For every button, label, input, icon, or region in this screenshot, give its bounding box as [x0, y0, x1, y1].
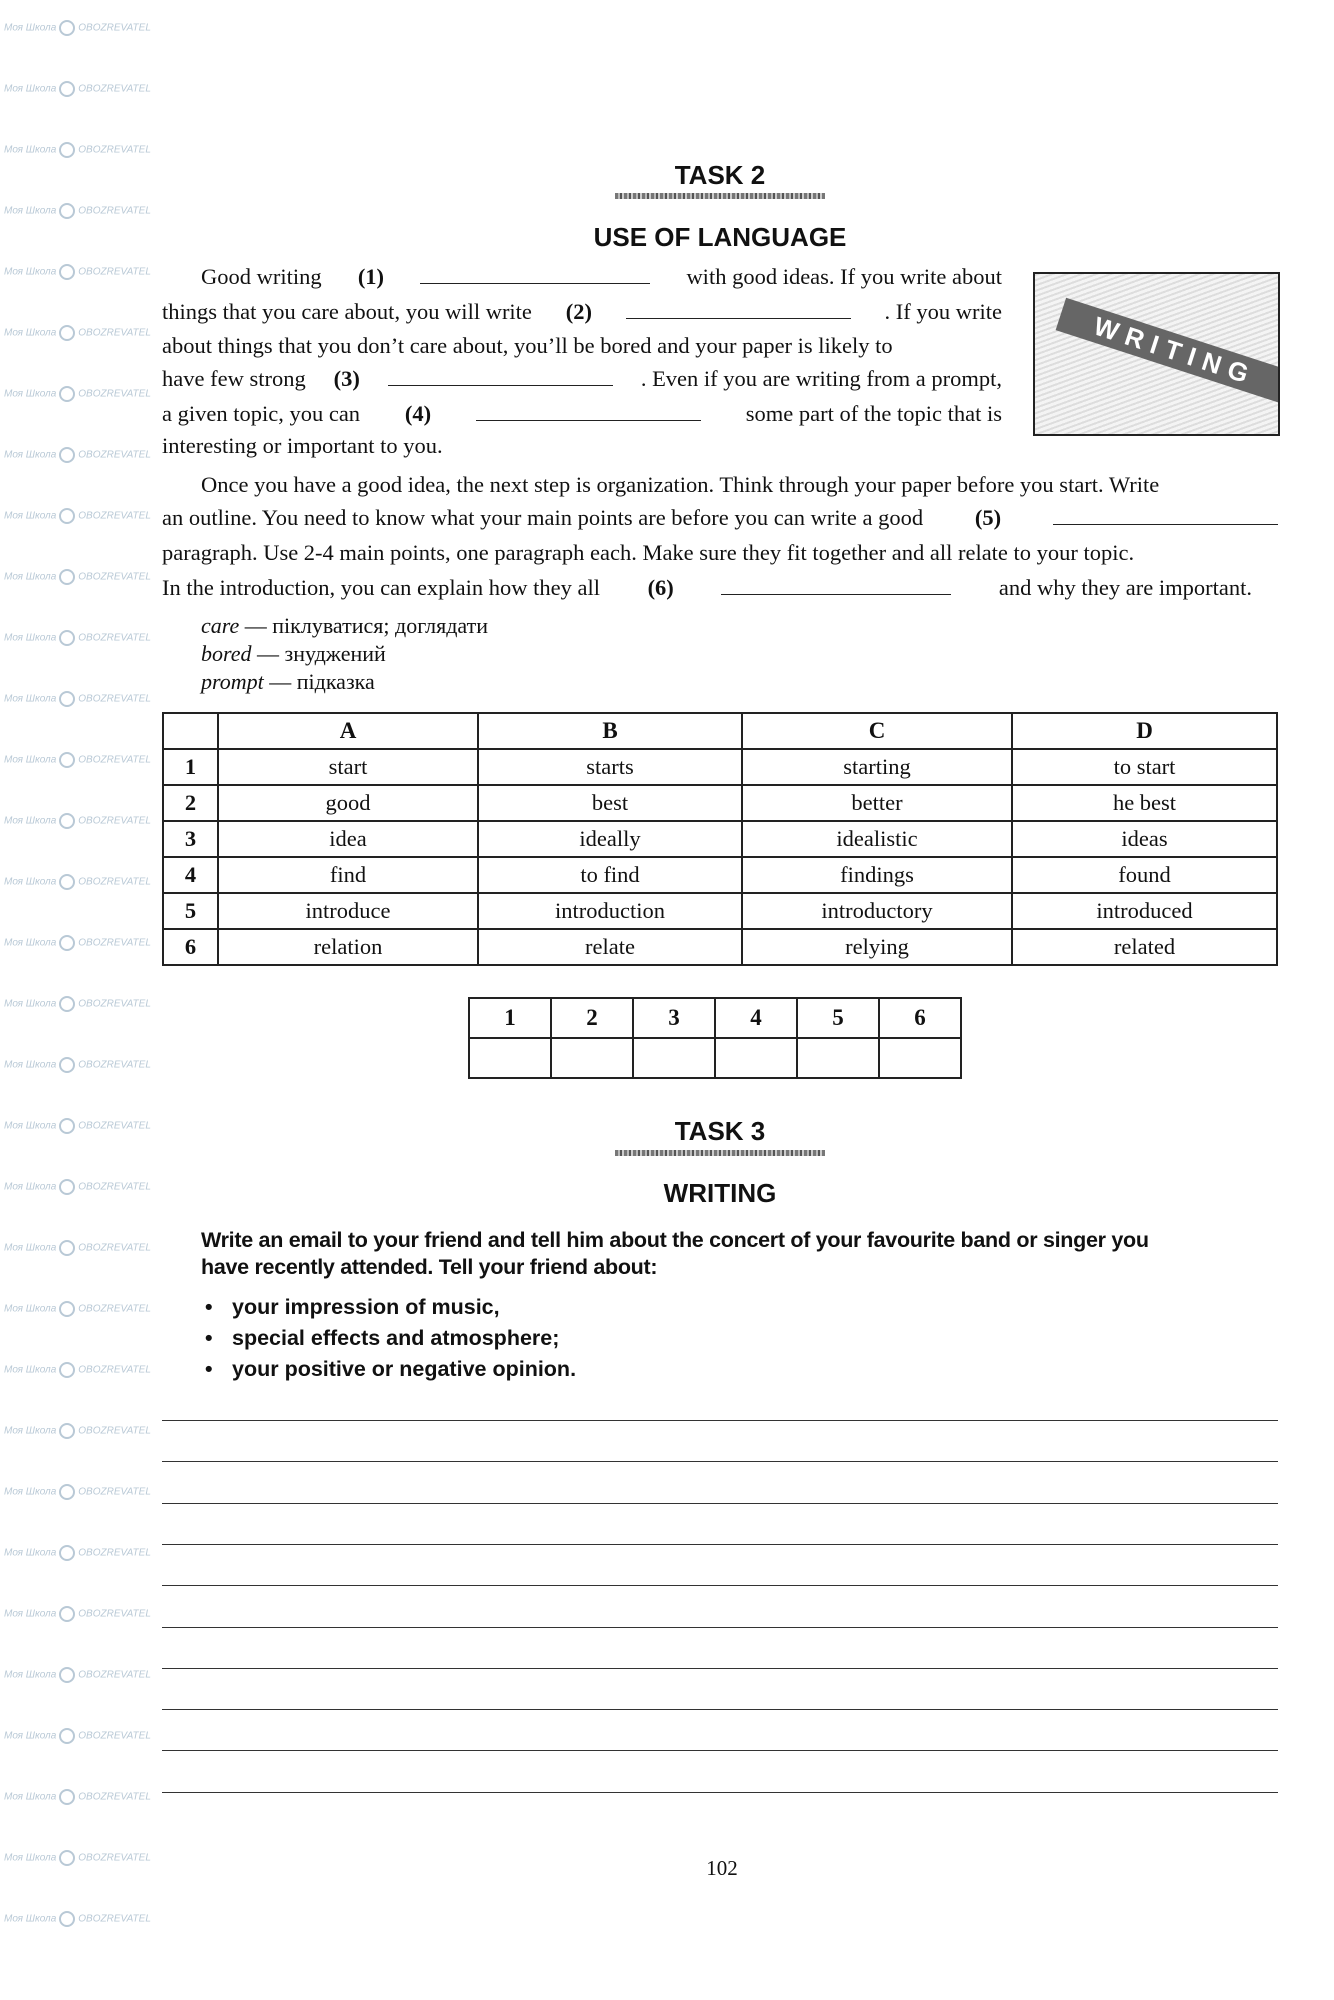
task3-title: TASK 3	[674, 1116, 766, 1146]
text-line: an outline. You need to know what your main points are before you can write a good (5)	[162, 503, 1278, 533]
task2-subtitle: USE OF LANGUAGE	[593, 222, 847, 252]
table-header-row	[163, 713, 1277, 749]
writing-line[interactable]	[162, 1750, 1278, 1751]
watermark: Моя Школа OBOZREVATEL	[4, 1850, 151, 1866]
glossary-item: prompt — підказка	[201, 669, 375, 694]
option-cell: introductory	[742, 893, 1012, 929]
column-header: C	[742, 713, 1012, 749]
writing-line[interactable]	[162, 1544, 1278, 1545]
watermark: Моя Школа OBOZREVATEL	[4, 203, 151, 219]
watermark: Моя Школа OBOZREVATEL	[4, 935, 151, 951]
answer-input-cell[interactable]	[797, 1038, 879, 1078]
option-cell: idealistic	[742, 821, 1012, 857]
gap-3-blank[interactable]	[388, 365, 613, 386]
row-number: 5	[163, 893, 218, 929]
watermark: Моя Школа OBOZREVATEL	[4, 691, 151, 707]
watermark: Моя Школа OBOZREVATEL	[4, 1179, 151, 1195]
gap-5-blank[interactable]	[1053, 504, 1278, 525]
answer-input-row	[469, 1038, 961, 1078]
option-cell: ideally	[478, 821, 742, 857]
option-cell: introduce	[218, 893, 478, 929]
watermark: Моя Школа OBOZREVATEL	[4, 1484, 151, 1500]
watermark: Моя Школа OBOZREVATEL	[4, 874, 151, 890]
writing-line[interactable]	[162, 1709, 1278, 1710]
text-line: things that you care about, you will write (2) . If you write	[162, 299, 1002, 324]
option-cell: introduction	[478, 893, 742, 929]
gap-4-blank[interactable]	[476, 400, 701, 421]
writing-line[interactable]	[162, 1627, 1278, 1628]
answer-number: 3	[633, 998, 715, 1038]
table-row	[163, 749, 1277, 785]
option-cell: he best	[1012, 785, 1277, 821]
watermark: Моя Школа OBOZREVATEL	[4, 264, 151, 280]
watermark: Моя Школа OBOZREVATEL	[4, 1545, 151, 1561]
option-cell: to find	[478, 857, 742, 893]
page-number: 102	[706, 1856, 738, 1880]
writing-line[interactable]	[162, 1792, 1278, 1793]
option-cell: to start	[1012, 749, 1277, 785]
table-row	[163, 785, 1277, 821]
watermark: Моя Школа OBOZREVATEL	[4, 1728, 151, 1744]
watermark: Моя Школа OBOZREVATEL	[4, 1240, 151, 1256]
answer-input-cell[interactable]	[469, 1038, 551, 1078]
writing-keyboard-image	[1033, 272, 1280, 436]
writing-line[interactable]	[162, 1503, 1278, 1504]
table-row	[163, 821, 1277, 857]
text-line: a given topic, you can (4) some part of the topic that is	[162, 401, 1002, 426]
text-line: Once you have a good idea, the next step is organization. Think through your paper before you start. Write	[201, 472, 1160, 497]
row-number: 1	[163, 749, 218, 785]
option-cell: starts	[478, 749, 742, 785]
gap-6-blank[interactable]	[721, 574, 951, 595]
watermark: Моя Школа OBOZREVATEL	[4, 1423, 151, 1439]
answer-number: 2	[551, 998, 633, 1038]
decorative-divider	[615, 193, 825, 199]
watermark: Моя Школа OBOZREVATEL	[4, 386, 151, 402]
option-cell: related	[1012, 929, 1277, 965]
watermark: Моя Школа OBOZREVATEL	[4, 325, 151, 341]
column-header: D	[1012, 713, 1277, 749]
option-cell: relation	[218, 929, 478, 965]
watermark: Моя Школа OBOZREVATEL	[4, 630, 151, 646]
text-line: paragraph. Use 2-4 main points, one paragraph each. Make sure they fit together and all relate to your topic.	[162, 540, 1135, 565]
option-cell: ideas	[1012, 821, 1277, 857]
text-line: Good writing (1) with good ideas. If you write about	[201, 264, 1002, 289]
option-cell: relying	[742, 929, 1012, 965]
watermark: Моя Школа OBOZREVATEL	[4, 1118, 151, 1134]
option-cell: idea	[218, 821, 478, 857]
watermark: Моя Школа OBOZREVATEL	[4, 1057, 151, 1073]
answer-number: 5	[797, 998, 879, 1038]
row-number: 2	[163, 785, 218, 821]
row-number: 6	[163, 929, 218, 965]
option-cell: starting	[742, 749, 1012, 785]
decorative-divider	[615, 1150, 825, 1156]
row-number: 3	[163, 821, 218, 857]
answer-number: 1	[469, 998, 551, 1038]
table-row	[163, 857, 1277, 893]
option-cell: good	[218, 785, 478, 821]
answer-input-cell[interactable]	[879, 1038, 961, 1078]
watermark: Моя Школа OBOZREVATEL	[4, 813, 151, 829]
gap-2-blank[interactable]	[626, 298, 851, 319]
glossary-item: bored — знуджений	[201, 641, 386, 666]
bullet-item: • your positive or negative opinion.	[205, 1357, 577, 1381]
bullet-item: • your impression of music,	[205, 1295, 500, 1319]
watermark: Моя Школа OBOZREVATEL	[4, 20, 151, 36]
watermark: Моя Школа OBOZREVATEL	[4, 996, 151, 1012]
watermark: Моя Школа OBOZREVATEL	[4, 1606, 151, 1622]
option-cell: best	[478, 785, 742, 821]
option-cell: found	[1012, 857, 1277, 893]
gap-1-blank[interactable]	[420, 263, 650, 284]
option-cell: better	[742, 785, 1012, 821]
table-row	[163, 893, 1277, 929]
answer-input-cell[interactable]	[551, 1038, 633, 1078]
task3-subtitle: WRITING	[663, 1178, 777, 1208]
watermark: Моя Школа OBOZREVATEL	[4, 447, 151, 463]
writing-line[interactable]	[162, 1420, 1278, 1421]
answer-input-cell[interactable]	[715, 1038, 797, 1078]
watermark: Моя Школа OBOZREVATEL	[4, 142, 151, 158]
text-line: interesting or important to you.	[162, 433, 443, 458]
writing-line[interactable]	[162, 1668, 1278, 1669]
text-line: about things that you don’t care about, you’ll be bored and your paper is likely to	[162, 333, 893, 358]
writing-line[interactable]	[162, 1461, 1278, 1462]
text-line: In the introduction, you can explain how they all (6) and why they are important.	[162, 575, 1252, 600]
watermark: Моя Школа OBOZREVATEL	[4, 508, 151, 524]
watermark: Моя Школа OBOZREVATEL	[4, 1911, 151, 1927]
answer-header-row	[469, 998, 961, 1038]
watermark: Моя Школа OBOZREVATEL	[4, 569, 151, 585]
writing-line[interactable]	[162, 1585, 1278, 1586]
column-header: A	[218, 713, 478, 749]
task2-title: TASK 2	[674, 160, 766, 190]
answer-input-cell[interactable]	[633, 1038, 715, 1078]
watermark: Моя Школа OBOZREVATEL	[4, 1789, 151, 1805]
answer-table	[468, 997, 962, 1079]
option-cell: introduced	[1012, 893, 1277, 929]
task-instruction: Write an email to your friend and tell him about the concert of your favourite band or singer you	[201, 1228, 1149, 1252]
table-row	[163, 929, 1277, 965]
answer-number: 4	[715, 998, 797, 1038]
text-line: have few strong (3) . Even if you are writing from a prompt,	[162, 366, 1002, 391]
option-cell: start	[218, 749, 478, 785]
watermark: Моя Школа OBOZREVATEL	[4, 1667, 151, 1683]
glossary-item: care — піклуватися; доглядати	[201, 613, 488, 638]
option-cell: relate	[478, 929, 742, 965]
option-cell: findings	[742, 857, 1012, 893]
watermark: Моя Школа OBOZREVATEL	[4, 81, 151, 97]
option-cell: find	[218, 857, 478, 893]
watermark: Моя Школа OBOZREVATEL	[4, 752, 151, 768]
image-label: WRITING	[1056, 298, 1280, 405]
task-instruction: have recently attended. Tell your friend about:	[201, 1255, 658, 1279]
watermark: Моя Школа OBOZREVATEL	[4, 1301, 151, 1317]
watermark: Моя Школа OBOZREVATEL	[4, 1362, 151, 1378]
bullet-item: • special effects and atmosphere;	[205, 1326, 560, 1350]
options-table	[162, 712, 1278, 966]
row-number: 4	[163, 857, 218, 893]
column-header: B	[478, 713, 742, 749]
answer-number: 6	[879, 998, 961, 1038]
